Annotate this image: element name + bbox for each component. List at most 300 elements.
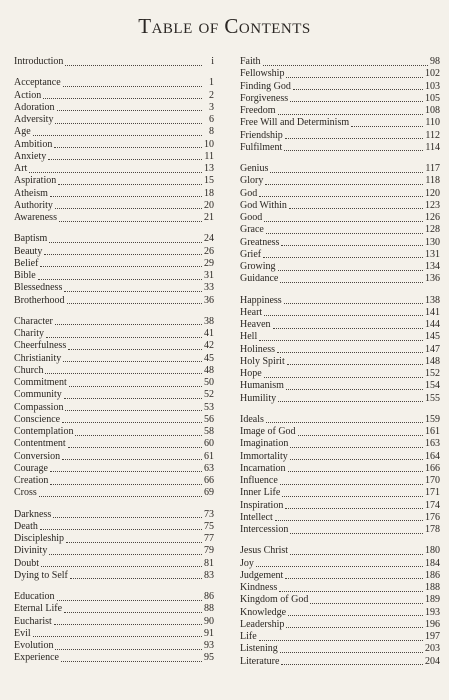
- dot-leader: [46, 337, 202, 338]
- toc-entry-page-number: 131: [425, 248, 440, 260]
- toc-entry-label: Growing: [240, 261, 276, 272]
- toc-entry-page-number: 130: [425, 236, 440, 248]
- dot-leader: [41, 566, 202, 567]
- toc-entry-label: Compassion: [14, 401, 64, 413]
- toc-entry-label: Bible: [14, 270, 36, 281]
- dot-leader: [33, 636, 202, 637]
- toc-entry-page-number: 75: [204, 520, 214, 532]
- toc-entry[interactable]: [14, 603, 214, 615]
- toc-entry[interactable]: [14, 114, 214, 126]
- dot-leader: [290, 533, 423, 534]
- toc-entry[interactable]: [240, 368, 440, 380]
- toc-entry[interactable]: [240, 273, 440, 285]
- toc-entry[interactable]: [14, 295, 214, 307]
- dot-leader: [256, 566, 423, 567]
- toc-entry[interactable]: [14, 463, 214, 475]
- toc-entry[interactable]: [240, 487, 440, 499]
- toc-entry-label: Awareness: [14, 212, 57, 223]
- toc-entry-page-number: 8: [209, 126, 214, 138]
- dot-leader: [54, 624, 202, 625]
- toc-entry[interactable]: [14, 175, 214, 187]
- toc-section: [240, 414, 440, 537]
- toc-entry-label: Leadership: [240, 618, 285, 630]
- dot-leader: [263, 257, 423, 258]
- toc-right-column: [240, 56, 440, 677]
- toc-entry[interactable]: [240, 261, 440, 273]
- toc-section: [240, 163, 440, 286]
- toc-entry[interactable]: [14, 628, 214, 640]
- dot-leader: [53, 517, 202, 518]
- toc-entry-page-number: 63: [204, 462, 214, 474]
- toc-entry[interactable]: [240, 142, 440, 154]
- toc-entry-page-number: 180: [425, 545, 440, 557]
- toc-entry[interactable]: [14, 652, 214, 664]
- toc-entry-label: Church: [14, 364, 44, 376]
- toc-entry-page-number: 188: [425, 582, 440, 593]
- toc-entry[interactable]: [240, 105, 440, 117]
- dot-leader: [310, 603, 423, 604]
- toc-entry-page-number: 38: [204, 315, 214, 327]
- toc-entry-label: God Within: [240, 199, 287, 211]
- toc-section: [14, 591, 214, 665]
- toc-entry-label: Greatness: [240, 236, 280, 248]
- toc-entry-label: Forgiveness: [240, 92, 289, 104]
- dot-leader: [49, 554, 202, 555]
- dot-leader: [264, 377, 423, 378]
- toc-entry-page-number: 83: [204, 569, 214, 581]
- toc-entry[interactable]: [240, 643, 440, 655]
- toc-section: [240, 56, 440, 154]
- toc-entry-page-number: 41: [204, 328, 214, 339]
- toc-entry-page-number: 45: [204, 352, 214, 364]
- toc-entry-label: Evil: [14, 627, 31, 639]
- dot-leader: [75, 435, 202, 436]
- dot-leader: [64, 291, 202, 292]
- toc-entry-page-number: 144: [425, 319, 440, 330]
- toc-entry-page-number: 204: [425, 655, 440, 667]
- toc-entry-page-number: 90: [204, 615, 214, 627]
- toc-entry-page-number: 42: [204, 340, 214, 352]
- toc-entry[interactable]: [240, 463, 440, 475]
- toc-entry[interactable]: [240, 56, 440, 68]
- toc-section: [14, 56, 214, 68]
- toc-entry-label: Friendship: [240, 129, 283, 141]
- dot-leader: [70, 578, 202, 579]
- toc-entry[interactable]: [14, 126, 214, 138]
- toc-entry[interactable]: [14, 558, 214, 570]
- dot-leader: [259, 340, 423, 341]
- toc-entry-page-number: 171: [425, 487, 440, 499]
- toc-entry-label: Eucharist: [14, 615, 52, 627]
- toc-entry[interactable]: [240, 344, 440, 356]
- toc-entry[interactable]: [14, 316, 214, 328]
- toc-entry-page-number: 31: [204, 270, 214, 281]
- toc-entry[interactable]: [14, 451, 214, 463]
- toc-entry[interactable]: [240, 426, 440, 438]
- toc-entry-label: Adoration: [14, 101, 55, 113]
- page-title: Table of Contents: [138, 14, 311, 38]
- toc-entry-page-number: 13: [204, 163, 214, 174]
- toc-entry[interactable]: [240, 524, 440, 536]
- toc-entry-page-number: 117: [425, 163, 440, 174]
- dot-leader: [65, 65, 202, 66]
- toc-entry-label: Hell: [240, 331, 258, 343]
- toc-entry-page-number: 66: [204, 475, 214, 486]
- toc-entry-label: Literature: [240, 655, 280, 667]
- toc-entry-label: Holiness: [240, 343, 275, 355]
- dot-leader: [285, 508, 423, 509]
- toc-entry-page-number: 91: [204, 627, 214, 639]
- toc-entry[interactable]: [240, 607, 440, 619]
- toc-entry-label: Authority: [14, 199, 53, 211]
- dot-leader: [54, 147, 202, 148]
- toc-entry[interactable]: [240, 475, 440, 487]
- toc-entry-page-number: 136: [425, 273, 440, 285]
- toc-entry-label: Dying to Self: [14, 569, 68, 581]
- dot-leader: [50, 471, 202, 472]
- toc-entry-label: Immortality: [240, 450, 288, 462]
- dot-leader: [65, 410, 202, 411]
- toc-entry-page-number: 163: [425, 438, 440, 450]
- toc-entry-page-number: 120: [425, 187, 440, 199]
- toc-entry-label: God: [240, 187, 258, 199]
- toc-entry[interactable]: [14, 102, 214, 114]
- toc-entry-page-number: 178: [425, 524, 440, 535]
- toc-entry-label: Faith: [240, 56, 261, 67]
- toc-entry[interactable]: [240, 356, 440, 368]
- toc-entry[interactable]: [240, 331, 440, 343]
- toc-entry-label: Experience: [14, 652, 59, 664]
- toc-entry-label: Life: [240, 631, 257, 642]
- toc-entry-page-number: 134: [425, 261, 440, 272]
- toc-entry-page-number: 161: [425, 426, 440, 437]
- dot-leader: [280, 652, 423, 653]
- toc-entry-label: Education: [14, 591, 55, 602]
- toc-entry-page-number: 33: [204, 282, 214, 294]
- toc-entry[interactable]: [240, 93, 440, 105]
- toc-entry[interactable]: [14, 402, 214, 414]
- toc-entry-page-number: 88: [204, 603, 214, 615]
- toc-entry[interactable]: [14, 212, 214, 224]
- toc-entry-label: Belief: [14, 257, 39, 269]
- toc-entry-page-number: 105: [425, 92, 440, 104]
- toc-entry-label: Brotherhood: [14, 294, 65, 306]
- toc-entry[interactable]: [14, 487, 214, 499]
- toc-entry[interactable]: [240, 619, 440, 631]
- dot-leader: [55, 324, 202, 325]
- toc-entry[interactable]: [14, 246, 214, 258]
- toc-entry-page-number: 36: [204, 294, 214, 306]
- dot-leader: [280, 484, 423, 485]
- toc-entry[interactable]: [14, 365, 214, 377]
- toc-entry[interactable]: [14, 151, 214, 163]
- toc-entry[interactable]: [14, 200, 214, 212]
- toc-entry[interactable]: [240, 582, 440, 594]
- dot-leader: [57, 110, 202, 111]
- toc-entry-page-number: 155: [425, 392, 440, 404]
- dot-leader: [33, 135, 202, 136]
- toc-entry[interactable]: [240, 512, 440, 524]
- toc-entry[interactable]: [240, 545, 440, 557]
- toc-entry[interactable]: [240, 81, 440, 93]
- toc-entry-page-number: 154: [425, 380, 440, 392]
- toc-section: [14, 77, 214, 224]
- toc-entry[interactable]: [14, 233, 214, 245]
- toc-entry[interactable]: [14, 139, 214, 151]
- dot-leader: [68, 349, 202, 350]
- dot-leader: [50, 196, 202, 197]
- toc-entry[interactable]: [240, 117, 440, 129]
- toc-entry[interactable]: [240, 500, 440, 512]
- toc-entry[interactable]: [240, 163, 440, 175]
- toc-entry-page-number: 152: [425, 368, 440, 379]
- toc-entry-label: Free Will and Determinism: [240, 117, 350, 129]
- toc-entry[interactable]: [240, 130, 440, 142]
- toc-entry[interactable]: [14, 616, 214, 628]
- toc-entry-label: Influence: [240, 475, 278, 486]
- dot-leader: [278, 114, 423, 115]
- toc-entry-label: Courage: [14, 462, 48, 474]
- toc-entry-page-number: 145: [425, 331, 440, 343]
- toc-entry-label: Community: [14, 389, 62, 401]
- toc-entry-label: Age: [14, 126, 31, 138]
- toc-entry-page-number: 10: [204, 138, 214, 150]
- toc-entry-label: Atheism: [14, 187, 48, 199]
- toc-entry-page-number: 184: [425, 557, 440, 569]
- toc-entry-label: Charity: [14, 328, 44, 339]
- toc-entry-page-number: 2: [209, 89, 214, 101]
- toc-entry[interactable]: [14, 163, 214, 175]
- toc-entry[interactable]: [14, 340, 214, 352]
- toc-left-column: [14, 56, 214, 674]
- toc-entry-label: Holy Spirit: [240, 355, 285, 367]
- toc-entry-page-number: 11: [204, 150, 214, 162]
- toc-entry[interactable]: [14, 56, 214, 68]
- toc-entry-label: Contentment: [14, 438, 66, 450]
- dot-leader: [290, 459, 423, 460]
- dot-leader: [39, 496, 202, 497]
- toc-entry[interactable]: [240, 451, 440, 463]
- toc-entry[interactable]: [14, 426, 214, 438]
- toc-entry-page-number: 170: [425, 475, 440, 486]
- dot-leader: [290, 101, 423, 102]
- toc-entry-label: Acceptance: [14, 77, 61, 89]
- toc-entry[interactable]: [14, 377, 214, 389]
- dot-leader: [282, 496, 423, 497]
- dot-leader: [68, 447, 202, 448]
- toc-entry-page-number: 164: [425, 450, 440, 462]
- toc-entry-page-number: 77: [204, 533, 214, 544]
- dot-leader: [281, 245, 423, 246]
- toc-entry-label: Beauty: [14, 245, 43, 257]
- dot-leader: [288, 615, 423, 616]
- toc-entry-page-number: 147: [425, 343, 440, 355]
- toc-entry[interactable]: [240, 200, 440, 212]
- toc-entry-page-number: 118: [425, 175, 440, 187]
- toc-entry[interactable]: [14, 570, 214, 582]
- toc-entry[interactable]: [14, 282, 214, 294]
- dot-leader: [284, 150, 423, 151]
- toc-entry-page-number: 166: [425, 462, 440, 474]
- dot-leader: [290, 554, 423, 555]
- toc-entry-label: Anxiety: [14, 150, 47, 162]
- toc-entry[interactable]: [14, 591, 214, 603]
- toc-entry-page-number: i: [211, 56, 214, 67]
- toc-entry-page-number: 128: [425, 224, 440, 236]
- toc-entry[interactable]: [240, 224, 440, 236]
- toc-entry[interactable]: [14, 77, 214, 89]
- toc-entry[interactable]: [240, 558, 440, 570]
- toc-entry[interactable]: [240, 393, 440, 405]
- dot-leader: [62, 459, 202, 460]
- toc-entry-page-number: 203: [425, 643, 440, 655]
- toc-entry[interactable]: [240, 68, 440, 80]
- toc-entry-label: Conscience: [14, 413, 61, 425]
- dot-leader: [280, 282, 423, 283]
- toc-entry-page-number: 197: [425, 631, 440, 642]
- toc-entry-label: Judgement: [240, 569, 284, 581]
- dot-leader: [285, 578, 423, 579]
- toc-entry[interactable]: [14, 188, 214, 200]
- toc-entry-label: Guidance: [240, 273, 279, 285]
- toc-entry-label: Fulfilment: [240, 141, 283, 153]
- toc-entry[interactable]: [240, 656, 440, 668]
- toc-entry[interactable]: [240, 307, 440, 319]
- toc-entry[interactable]: [14, 438, 214, 450]
- toc-entry[interactable]: [240, 295, 440, 307]
- toc-entry[interactable]: [14, 545, 214, 557]
- toc-entry-page-number: 52: [204, 389, 214, 401]
- toc-entry-page-number: 148: [425, 355, 440, 367]
- toc-entry-page-number: 138: [425, 294, 440, 306]
- dot-leader: [62, 422, 202, 423]
- toc-entry[interactable]: [14, 475, 214, 487]
- toc-entry[interactable]: [14, 90, 214, 102]
- toc-entry-label: Baptism: [14, 233, 48, 245]
- toc-entry-label: Death: [14, 520, 38, 532]
- toc-entry-page-number: 29: [204, 257, 214, 269]
- toc-entry-page-number: 176: [425, 511, 440, 523]
- toc-entry-label: Introduction: [14, 56, 64, 67]
- toc-section: [240, 545, 440, 668]
- toc-entry-page-number: 126: [425, 212, 440, 223]
- toc-entry[interactable]: [240, 594, 440, 606]
- toc-section: [14, 509, 214, 583]
- toc-entry-page-number: 108: [425, 105, 440, 116]
- dot-leader: [286, 389, 423, 390]
- toc-entry-label: Grief: [240, 248, 262, 260]
- toc-entry-label: Action: [14, 89, 42, 101]
- toc-entry-page-number: 53: [204, 401, 214, 413]
- toc-entry[interactable]: [14, 414, 214, 426]
- toc-entry-label: Cross: [14, 487, 37, 499]
- toc-entry-page-number: 186: [425, 569, 440, 581]
- toc-entry-page-number: 93: [204, 640, 214, 651]
- dot-leader: [284, 303, 423, 304]
- dot-leader: [287, 364, 423, 365]
- toc-section: [240, 295, 440, 405]
- toc-entry-label: Evolution: [14, 640, 54, 651]
- toc-entry-label: Eternal Life: [14, 603, 63, 615]
- dot-leader: [265, 184, 423, 185]
- toc-entry-page-number: 123: [425, 199, 440, 211]
- toc-entry-label: Image of God: [240, 426, 296, 437]
- toc-entry-label: Good: [240, 212, 263, 223]
- toc-entry-page-number: 174: [425, 499, 440, 511]
- toc-entry[interactable]: [14, 533, 214, 545]
- toc-entry-page-number: 1: [209, 77, 214, 89]
- toc-entry-label: Cheerfulness: [14, 340, 67, 352]
- dot-leader: [58, 184, 202, 185]
- toc-entry[interactable]: [14, 521, 214, 533]
- toc-entry[interactable]: [14, 353, 214, 365]
- toc-entry[interactable]: [240, 438, 440, 450]
- dot-leader: [266, 422, 423, 423]
- toc-entry-label: Adversity: [14, 114, 54, 125]
- toc-entry[interactable]: [240, 319, 440, 331]
- toc-entry-page-number: 61: [204, 450, 214, 462]
- dot-leader: [45, 373, 202, 374]
- toc-entry-page-number: 141: [425, 306, 440, 318]
- toc-entry[interactable]: [240, 414, 440, 426]
- toc-entry-page-number: 114: [425, 141, 440, 153]
- toc-entry-label: Hope: [240, 368, 262, 379]
- toc-entry[interactable]: [14, 328, 214, 340]
- toc-entry[interactable]: [240, 188, 440, 200]
- toc-entry-page-number: 95: [204, 652, 214, 664]
- toc-entry[interactable]: [14, 258, 214, 270]
- toc-entry[interactable]: [240, 249, 440, 261]
- toc-entry[interactable]: [14, 389, 214, 401]
- toc-entry[interactable]: [240, 380, 440, 392]
- toc-entry[interactable]: [240, 212, 440, 224]
- toc-entry-page-number: 18: [204, 187, 214, 199]
- toc-entry-page-number: 102: [425, 68, 440, 80]
- toc-entry[interactable]: [14, 640, 214, 652]
- toc-entry-label: Humanism: [240, 380, 284, 392]
- dot-leader: [43, 98, 202, 99]
- toc-entry[interactable]: [240, 175, 440, 187]
- toc-entry-label: Conversion: [14, 450, 61, 462]
- toc-entry[interactable]: [14, 509, 214, 521]
- toc-entry-label: Ambition: [14, 138, 53, 150]
- dot-leader: [57, 600, 202, 601]
- toc-entry-label: Freedom: [240, 105, 276, 116]
- toc-entry-label: Knowledge: [240, 606, 287, 618]
- dot-leader: [270, 172, 423, 173]
- toc-entry[interactable]: [240, 237, 440, 249]
- toc-entry-label: Christianity: [14, 352, 62, 364]
- toc-entry-page-number: 103: [425, 80, 440, 92]
- toc-entry[interactable]: [14, 270, 214, 282]
- dot-leader: [59, 221, 202, 222]
- dot-leader: [279, 591, 423, 592]
- toc-entry[interactable]: [240, 570, 440, 582]
- toc-entry-page-number: 6: [209, 114, 214, 125]
- toc-entry-label: Glory: [240, 175, 264, 187]
- toc-entry-page-number: 159: [425, 413, 440, 425]
- dot-leader: [264, 315, 423, 316]
- dot-leader: [290, 447, 423, 448]
- dot-leader: [66, 542, 202, 543]
- dot-leader: [289, 208, 423, 209]
- toc-entry[interactable]: [240, 631, 440, 643]
- toc-entry-page-number: 189: [425, 594, 440, 606]
- toc-entry-page-number: 69: [204, 487, 214, 499]
- dot-leader: [29, 172, 202, 173]
- dot-leader: [38, 279, 202, 280]
- dot-leader: [286, 77, 423, 78]
